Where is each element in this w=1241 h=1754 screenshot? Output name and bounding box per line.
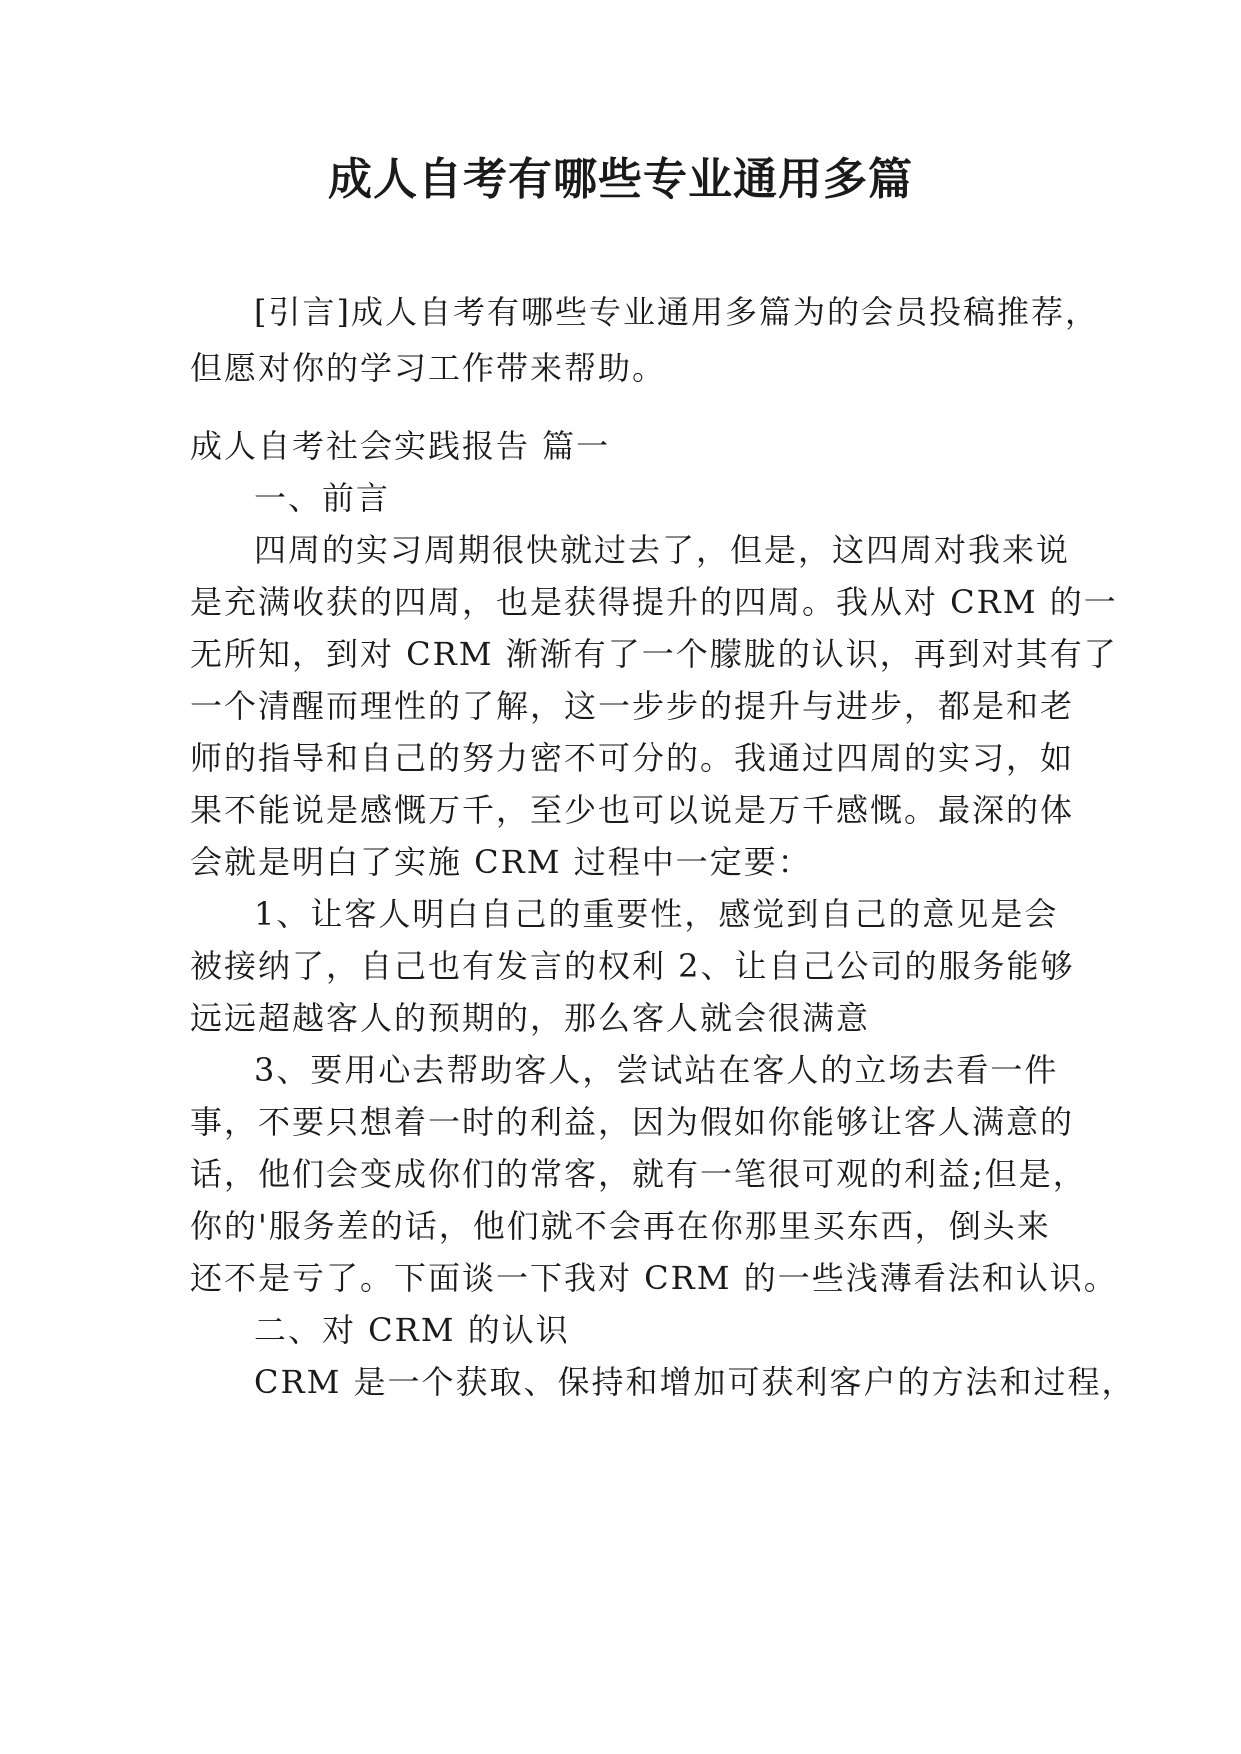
paragraph-line: 无所知，到对 CRM 渐渐有了一个朦胧的认识，再到对其有了 bbox=[190, 635, 1118, 673]
paragraph-line: 远远超越客人的预期的，那么客人就会很满意 bbox=[190, 999, 871, 1037]
paragraph-line: CRM 是一个获取、保持和增加可获利客户的方法和过程， bbox=[254, 1363, 1136, 1401]
intro-line: 但愿对你的学习工作带来帮助。 bbox=[190, 349, 667, 387]
paragraph-line: 师的指导和自己的努力密不可分的。我通过四周的实习，如 bbox=[190, 739, 1075, 777]
paragraph-line: 是充满收获的四周，也是获得提升的四周。我从对 CRM 的一 bbox=[190, 583, 1118, 621]
paragraph-line: 话，他们会变成你们的常客，就有一笔很可观的利益;但是， bbox=[190, 1155, 1087, 1193]
paragraph-line: 一个清醒而理性的了解，这一步步的提升与进步，都是和老 bbox=[190, 687, 1075, 725]
paragraph-line: 3、要用心去帮助客人，尝试站在客人的立场去看一件 bbox=[254, 1051, 1059, 1089]
intro-line: [引言]成人自考有哪些专业通用多篇为的会员投稿推荐， bbox=[254, 293, 1099, 331]
paragraph-line: 还不是亏了。下面谈一下我对 CRM 的一些浅薄看法和认识。 bbox=[190, 1259, 1118, 1297]
paragraph-line: 四周的实习周期很快就过去了，但是，这四周对我来说 bbox=[254, 531, 1071, 569]
paragraph-line: 你的'服务差的话，他们就不会再在你那里买东西，倒头来 bbox=[190, 1207, 1051, 1245]
paragraph-line: 果不能说是感慨万千，至少也可以说是万千感慨。最深的体 bbox=[190, 791, 1075, 829]
section-heading: 成人自考社会实践报告 篇一 bbox=[190, 427, 611, 465]
subheading: 二、对 CRM 的认识 bbox=[254, 1311, 570, 1349]
paragraph-line: 会就是明白了实施 CRM 过程中一定要： bbox=[190, 843, 812, 881]
paragraph-line: 被接纳了，自己也有发言的权利 2、让自己公司的服务能够 bbox=[190, 947, 1075, 985]
paragraph-line: 事，不要只想着一时的利益，因为假如你能够让客人满意的 bbox=[190, 1103, 1075, 1141]
paragraph-line: 1、让客人明白自己的重要性，感觉到自己的意见是会 bbox=[254, 895, 1059, 933]
subheading: 一、前言 bbox=[254, 479, 391, 517]
document-title: 成人自考有哪些专业通用多篇 bbox=[328, 154, 913, 205]
